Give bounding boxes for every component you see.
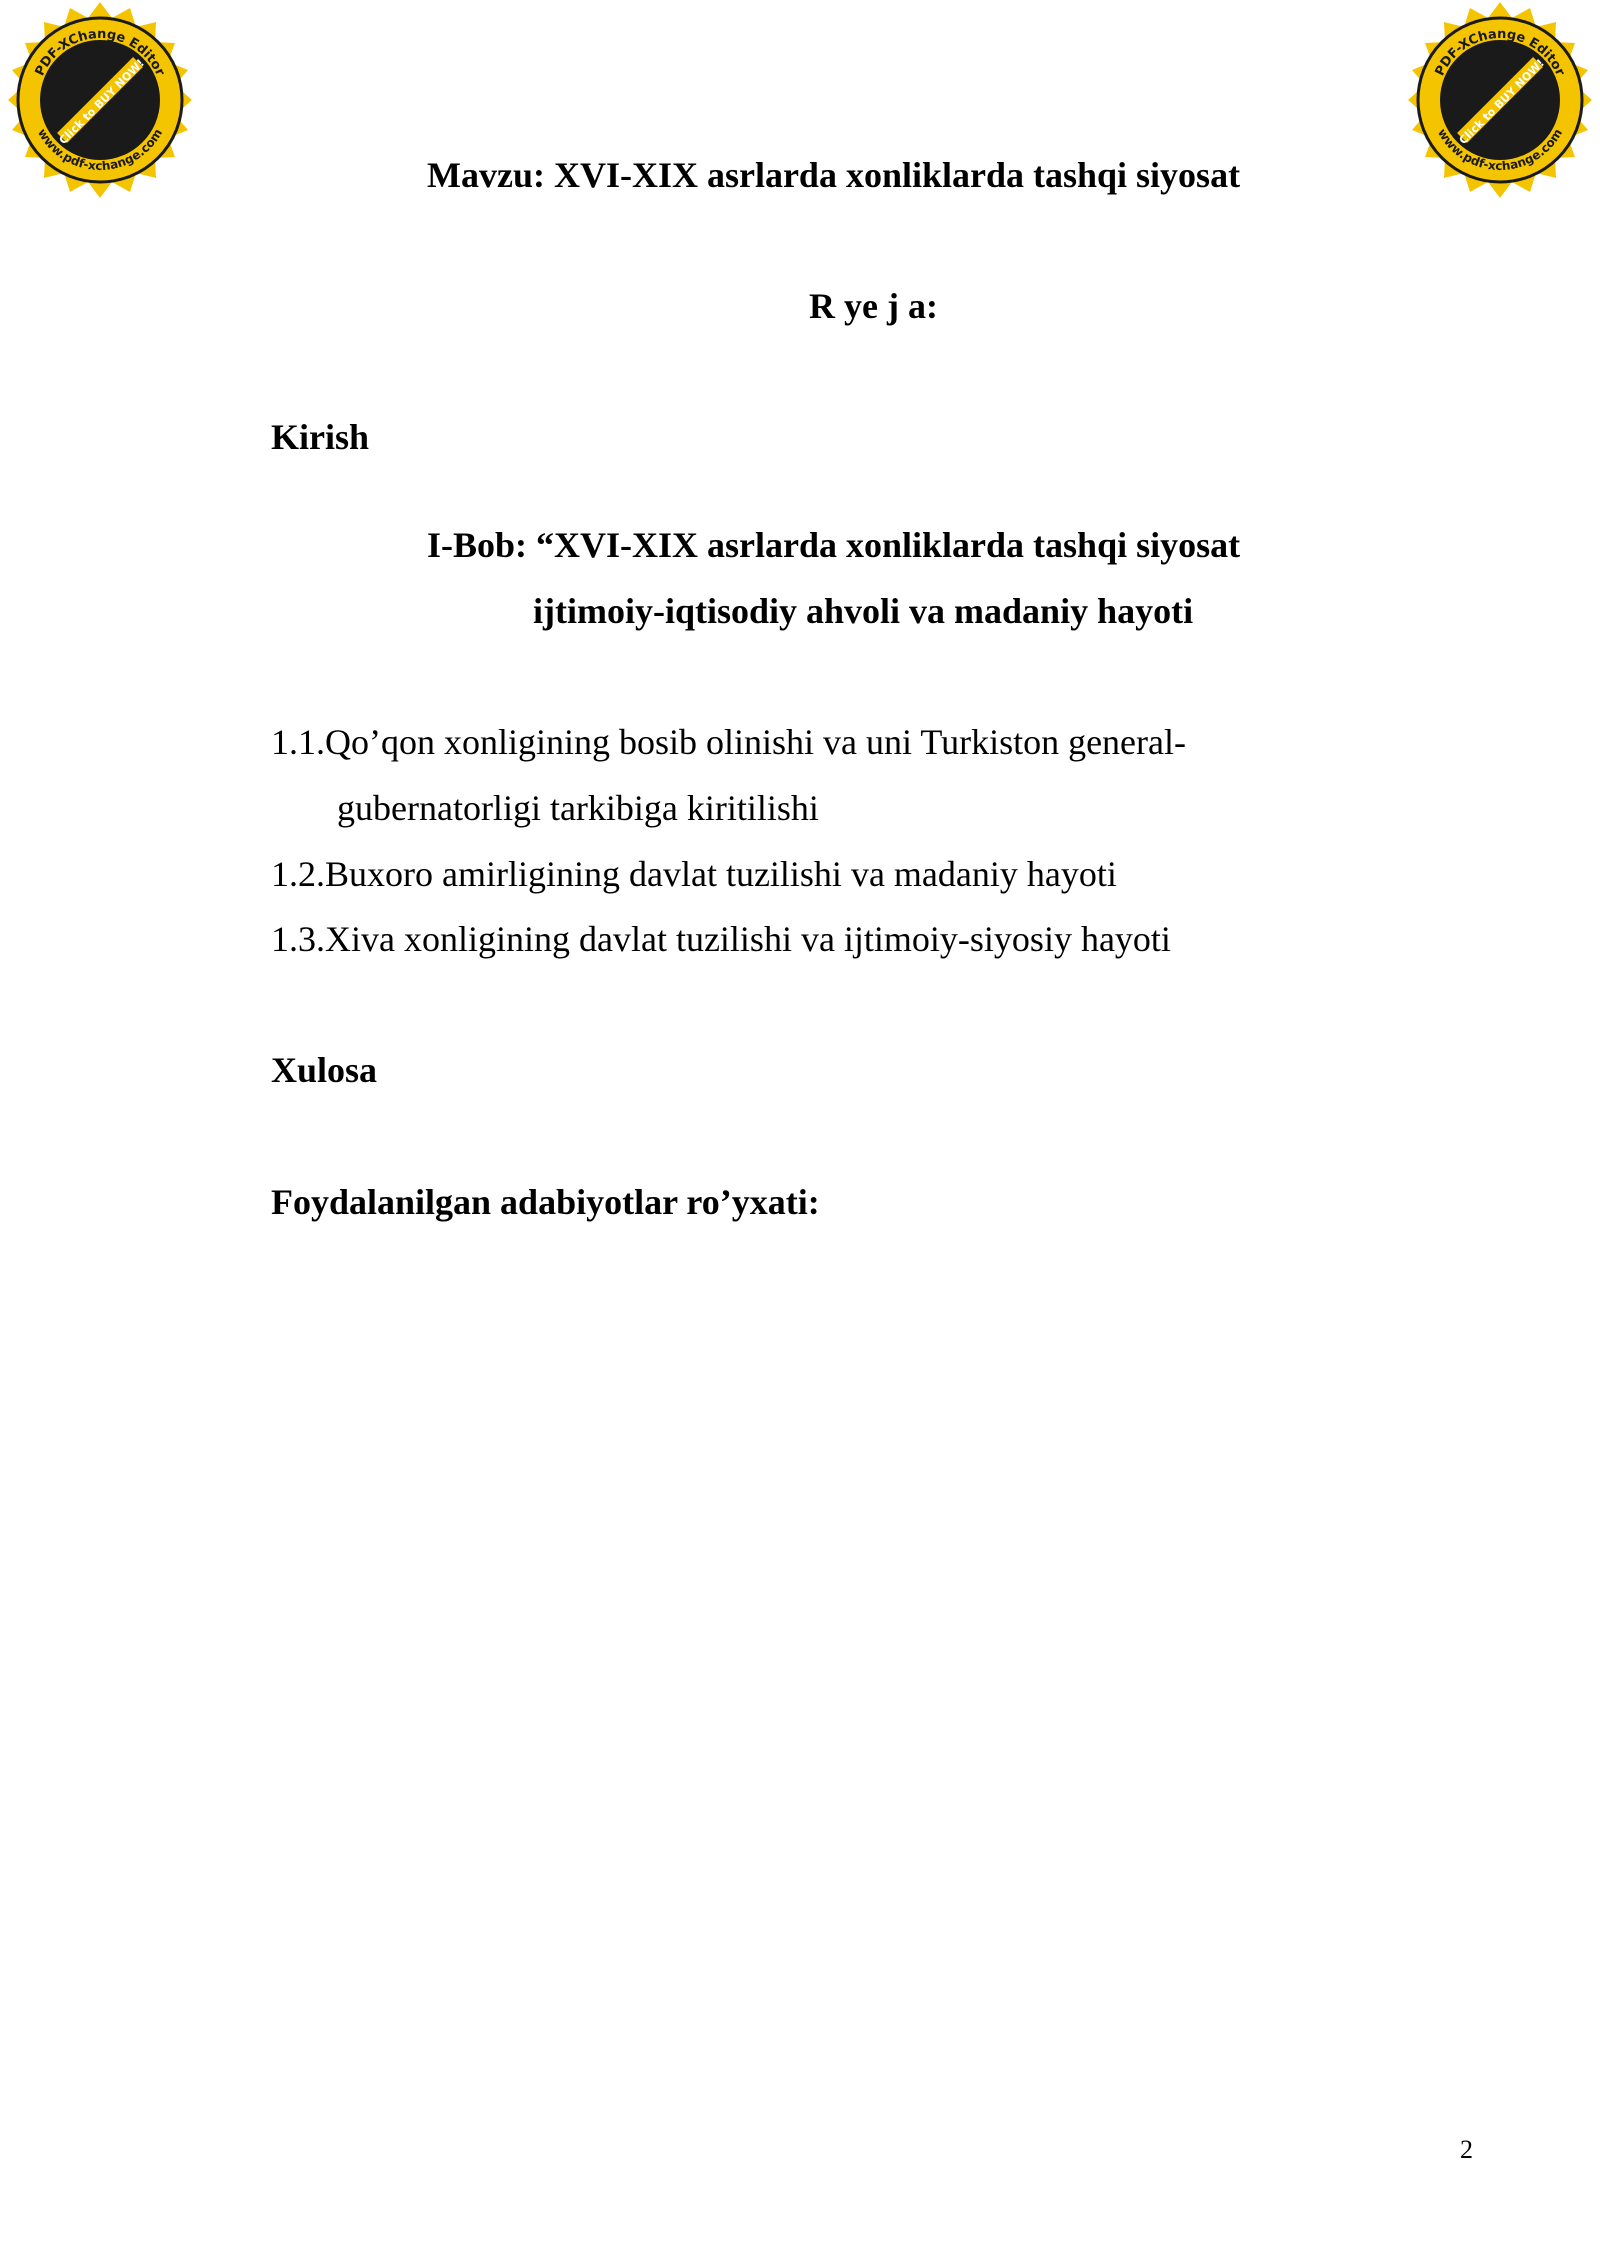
pdf-xchange-badge-right[interactable] [1400, 0, 1600, 200]
chapter-title-line1: I-Bob: “XVI-XIX asrlarda xonliklarda tashqi siyosat [427, 525, 1241, 565]
document-title: Mavzu: XVI-XIX asrlarda xonliklarda tashqi siyosat [427, 155, 1241, 195]
pdf-xchange-badge-left[interactable] [0, 0, 200, 200]
badge-seal-icon [0, 0, 200, 200]
page-number: 2 [1460, 2135, 1473, 2164]
chapter-title-line2: ijtimoiy-iqtisodiy ahvoli va madaniy hayoti [533, 591, 1194, 631]
plan-heading: R ye j a: [809, 286, 938, 326]
intro-heading: Kirish [271, 417, 370, 457]
list-item-1-2: 1.2.Buxoro amirligining davlat tuzilishi va madaniy hayoti [271, 854, 1117, 894]
list-item-1-3: 1.3.Xiva xonligining davlat tuzilishi va ijtimoiy-siyosiy hayoti [271, 919, 1171, 959]
badge-seal-icon [1400, 0, 1600, 200]
svg-text:Click to BUY NOW!: Click to BUY NOW! [56, 56, 147, 147]
list-item-1-1-continued: gubernatorligi tarkibiga kiritilishi [337, 788, 819, 828]
references-heading: Foydalanilgan adabiyotlar ro’yxati: [271, 1182, 820, 1222]
svg-text:www.pdf-xchange.com: www.pdf-xchange.com [34, 126, 166, 174]
svg-text:PDF-XChange Editor: PDF-XChange Editor [32, 26, 168, 79]
list-item-1-1: 1.1.Qo’qon xonligining bosib olinishi va uni Turkiston general- [271, 722, 1186, 762]
svg-text:Click to BUY NOW!: Click to BUY NOW! [1456, 56, 1547, 147]
svg-text:PDF-XChange Editor: PDF-XChange Editor [1432, 26, 1568, 79]
svg-text:www.pdf-xchange.com: www.pdf-xchange.com [1434, 126, 1566, 174]
conclusion-heading: Xulosa [271, 1050, 378, 1090]
